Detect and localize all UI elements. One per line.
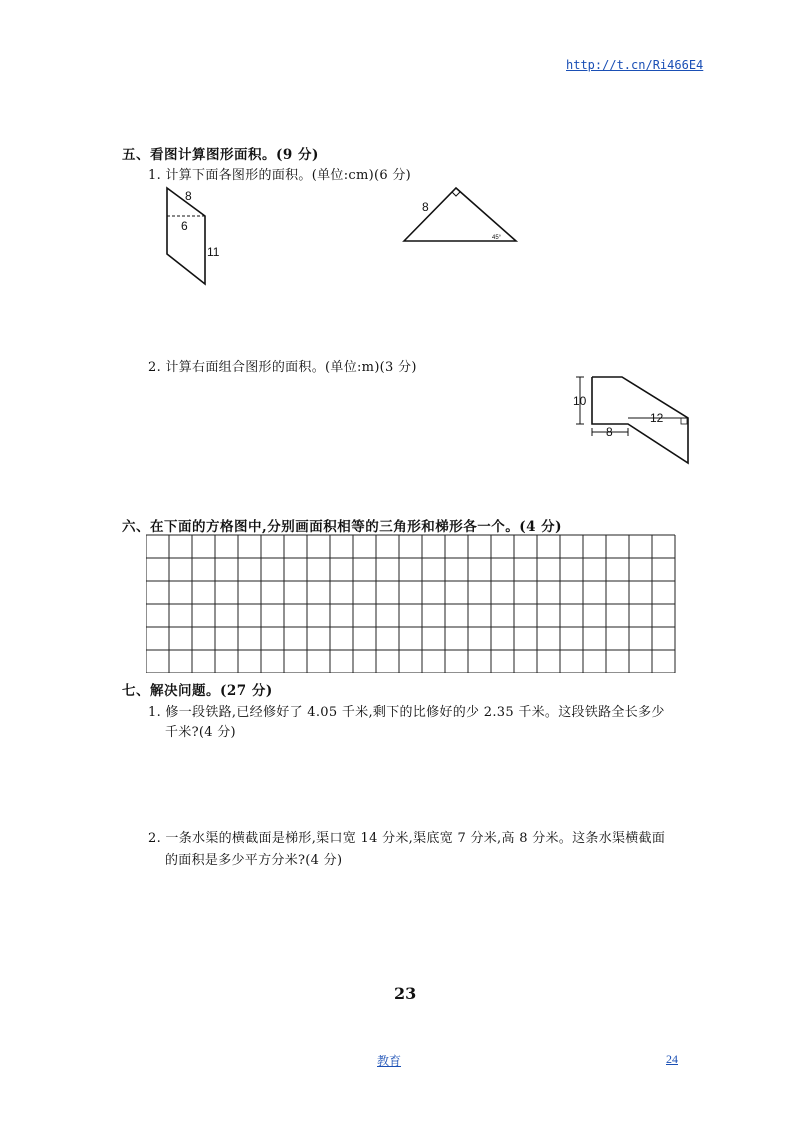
triangle-angle-label: 45° bbox=[492, 235, 502, 241]
section5-title: 五、看图计算图形面积。(9 分) bbox=[122, 147, 319, 163]
section6-title: 六、在下面的方格图中,分别画面积相等的三角形和梯形各一个。(4 分) bbox=[122, 519, 563, 535]
section5-q2: 2. 计算右面组合图形的面积。(单位:m)(3 分) bbox=[148, 360, 417, 375]
composite-height-label: 10 bbox=[573, 394, 587, 408]
section5-q1: 1. 计算下面各图形的面积。(单位:cm)(6 分) bbox=[148, 168, 412, 183]
section7-q2-line1: 2. 一条水渠的横截面是梯形,渠口宽 14 分米,渠底宽 7 分米,高 8 分米。这条水渠横截面 bbox=[148, 831, 666, 846]
section7-q1-line2: 千米?(4 分) bbox=[165, 725, 236, 740]
page-number: 23 bbox=[394, 984, 417, 1003]
composite-base-label: 8 bbox=[606, 425, 613, 439]
footer-link[interactable]: 教育 bbox=[377, 1054, 402, 1068]
grid-paper[interactable] bbox=[146, 533, 676, 673]
triangle-figure bbox=[398, 180, 523, 250]
parallelogram-height-label: 6 bbox=[181, 219, 188, 233]
parallelogram-figure bbox=[155, 180, 235, 290]
section7-q1-line1: 1. 修一段铁路,已经修好了 4.05 千米,剩下的比修好的少 2.35 千米。这段铁路全长多少 bbox=[148, 705, 665, 720]
composite-width-label: 12 bbox=[650, 411, 664, 425]
section7-q2-line2: 的面积是多少平方分米?(4 分) bbox=[165, 853, 343, 868]
triangle-leg-label: 8 bbox=[422, 200, 429, 214]
parallelogram-top-label: 8 bbox=[185, 189, 192, 203]
composite-figure bbox=[570, 370, 695, 465]
header-url-link[interactable]: http://t.cn/Ri466E4 bbox=[566, 58, 704, 72]
parallelogram-side-label: 11 bbox=[207, 245, 220, 259]
section7-title: 七、解决问题。(27 分) bbox=[122, 683, 273, 699]
footer-page-link[interactable]: 24 bbox=[666, 1052, 678, 1066]
